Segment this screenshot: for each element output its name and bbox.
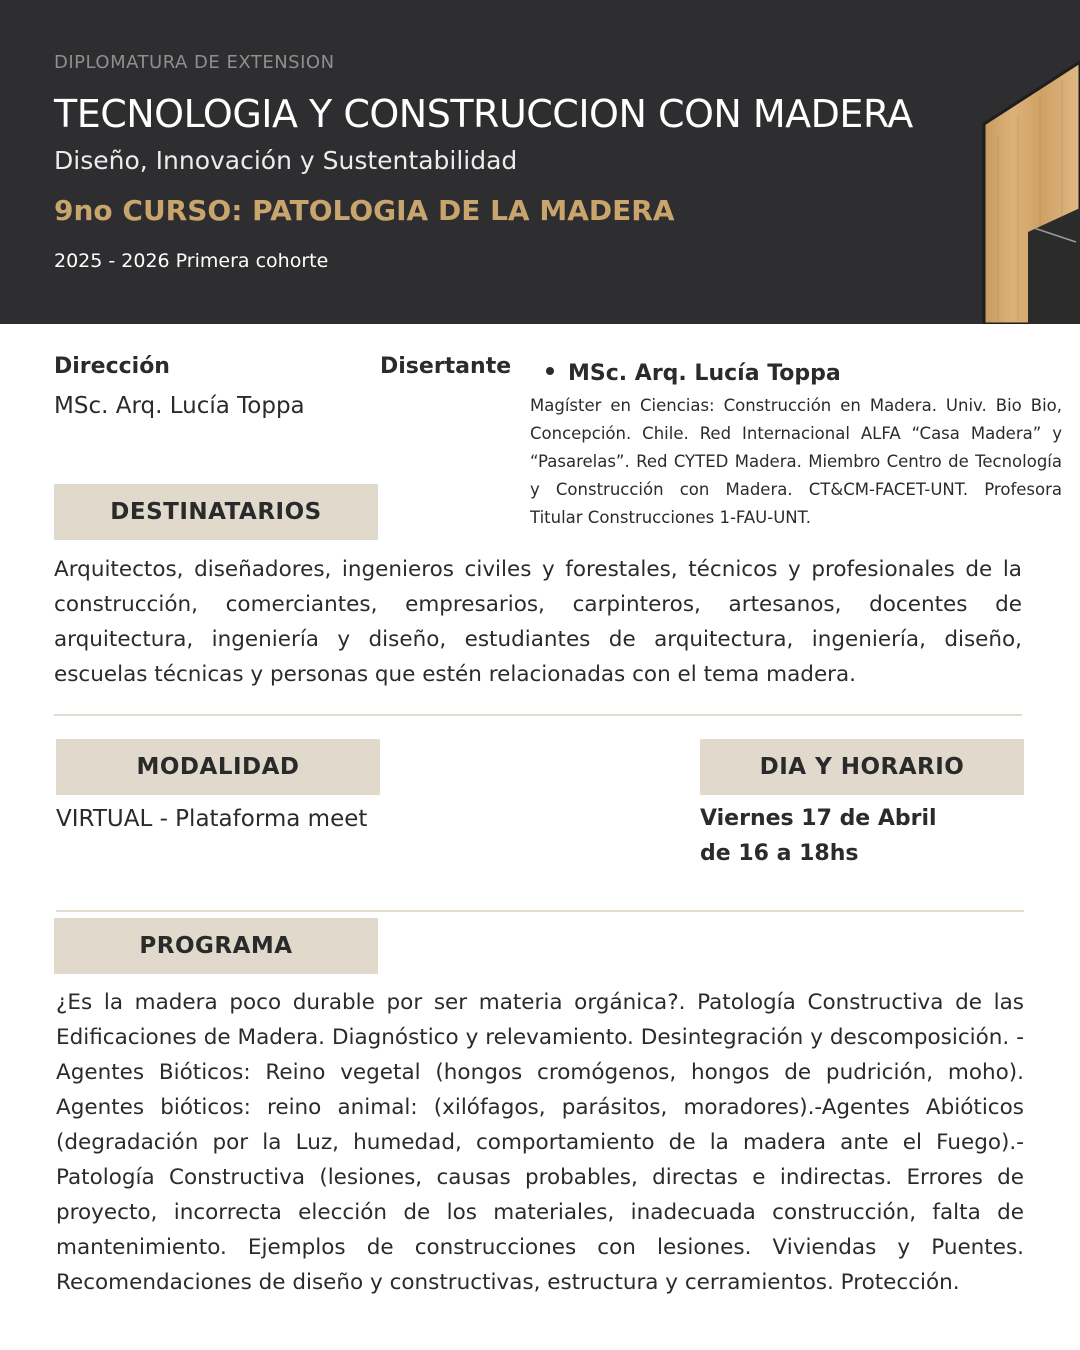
horario-heading: DIA Y HORARIO <box>700 739 1024 795</box>
bullet-icon <box>546 367 554 375</box>
disertante-bio: Magíster en Ciencias: Construcción en Madera. Univ. Bio Bio, Concepción. Chile. Red Internacional ALFA “Casa Madera” y “Pasarelas”. Red CYTED Madera. Miembro Centro de Tecnología y Construcción con Madera. CT&CM-FACET-UNT. Profesora Titular Construcciones 1-FAU-UNT. <box>530 396 1062 527</box>
programa-heading: PROGRAMA <box>54 918 378 974</box>
modalidad-heading: MODALIDAD <box>56 739 380 795</box>
direccion-name: MSc. Arq. Lucía Toppa <box>54 393 305 419</box>
wood-house-illustration <box>978 56 1080 324</box>
disertante-item <box>546 361 841 386</box>
cohort-text: 2025 - 2026 Primera cohorte <box>54 250 329 272</box>
header-banner <box>0 0 1080 324</box>
course-title: 9no CURSO: PATOLOGIA DE LA MADERA <box>54 194 675 227</box>
horario-day: Viernes 17 de Abril <box>700 806 937 831</box>
section-divider <box>56 910 1024 912</box>
program-kicker: DIPLOMATURA DE EXTENSION <box>54 52 335 73</box>
programa-text: ¿Es la madera poco durable por ser materia orgánica?. Patología Constructiva de las Edificaciones de Madera. Diagnóstico y relevamiento. Desintegración y descomposición. -Agentes Bióticos: Reino vegetal (hongos cromógenos, hongos de pudrición, moho). Agentes bióticos: reino animal: (xilófagos, parásitos, moradores).-Agentes Abióticos (degradación por la Luz, humedad, comportamiento de la madera ante el Fuego).-Patología Constructiva (lesiones, causas probables, directas e indirectas. Errores de proyecto, incorrecta elección de los materiales, inadecuada construcción, falta de mantenimiento. Ejemplos de construcciones con lesiones. Viviendas y Puentes. Recomendaciones de diseño y constructivas, estructura y cerramientos. Protección. <box>56 990 1024 1295</box>
destinatarios-text: Arquitectos, diseñadores, ingenieros civiles y forestales, técnicos y profesionales de la construcción, comerciantes, empresarios, carpinteros, artesanos, docentes de arquitectura, ingeniería y diseño, estudiantes de arquitectura, ingeniería, diseño, escuelas técnicas y personas que estén relacionadas con el tema madera. <box>54 557 1022 687</box>
page-title: TECNOLOGIA Y CONSTRUCCION CON MADERA <box>54 92 913 136</box>
direccion-label: Dirección <box>54 354 170 379</box>
modalidad-value: VIRTUAL - Plataforma meet <box>56 806 368 832</box>
horario-time: de 16 a 18hs <box>700 841 859 866</box>
section-divider <box>54 714 1022 716</box>
disertante-label: Disertante <box>380 354 512 379</box>
page-subtitle: Diseño, Innovación y Sustentabilidad <box>54 146 518 175</box>
disertante-name: MSc. Arq. Lucía Toppa <box>568 361 841 386</box>
destinatarios-heading: DESTINATARIOS <box>54 484 378 540</box>
